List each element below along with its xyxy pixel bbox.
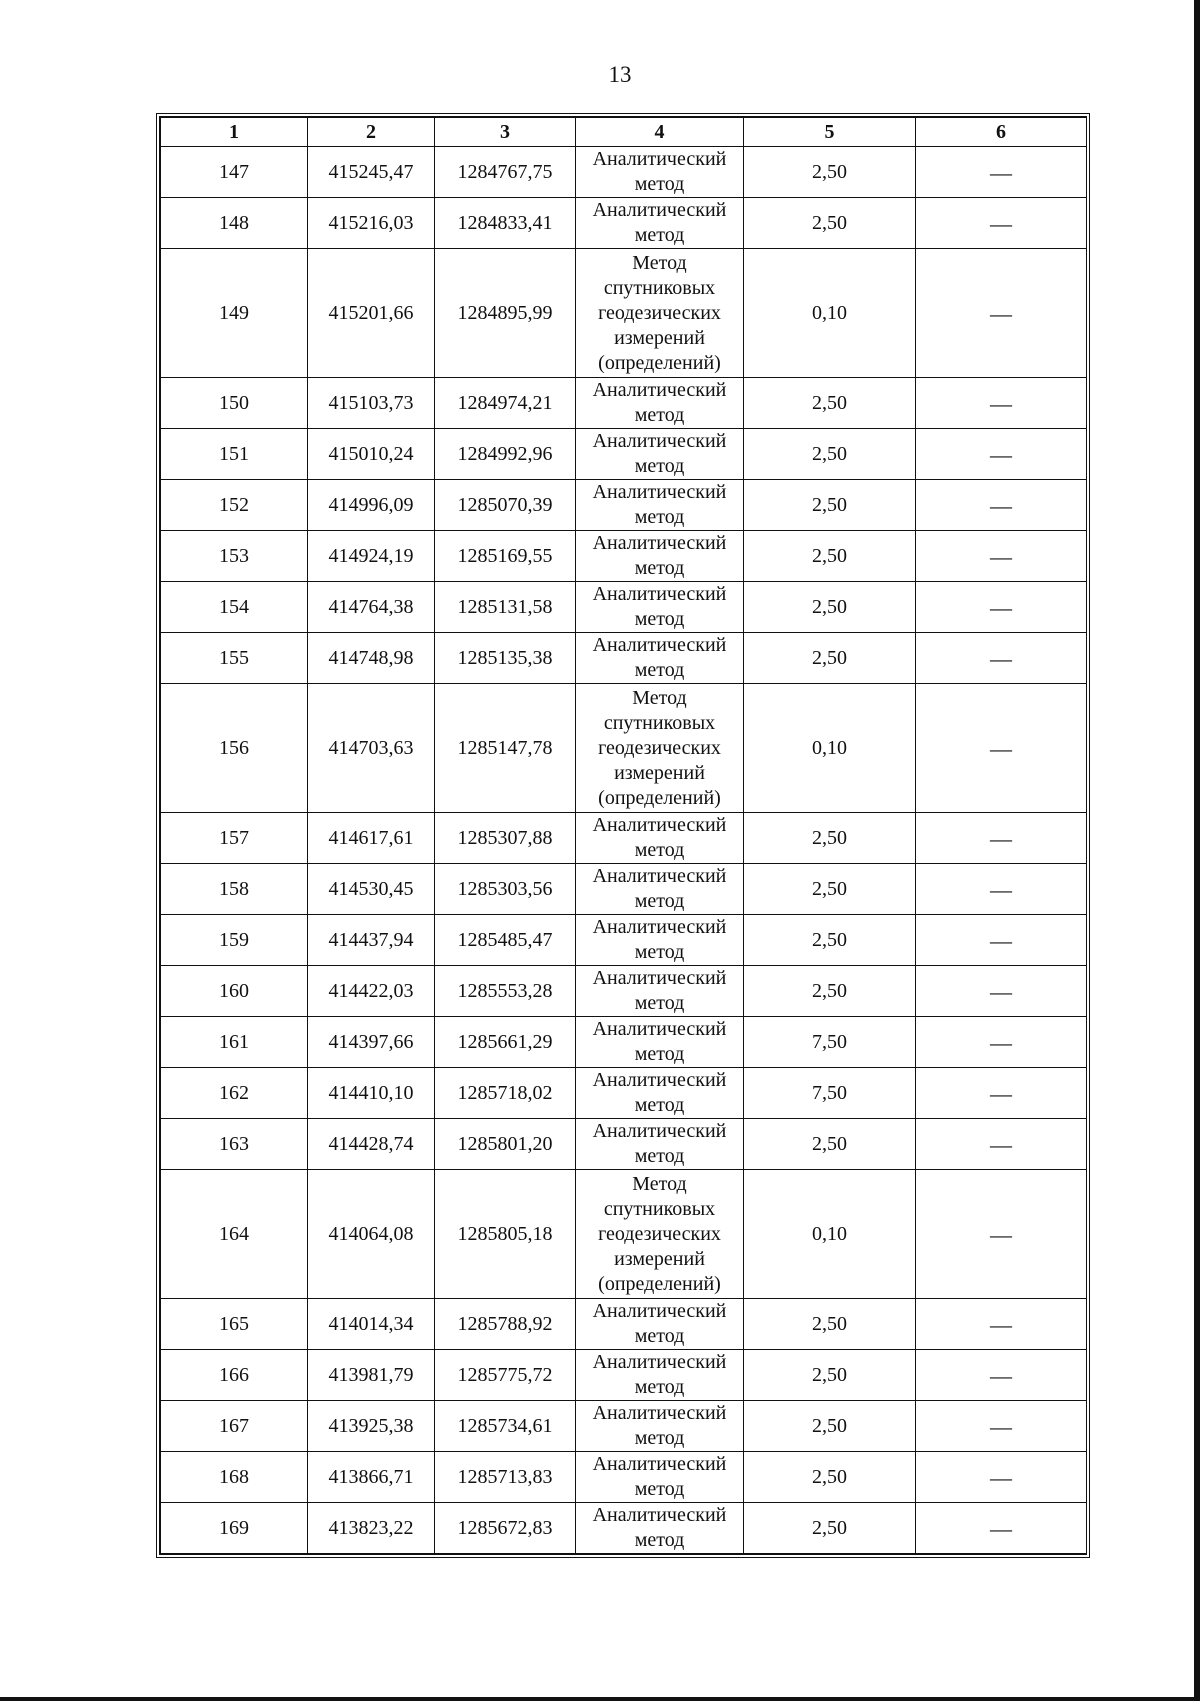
method-cell <box>576 147 744 198</box>
note-cell: — <box>916 1170 1087 1299</box>
point-number-cell: 153 <box>161 531 308 582</box>
accuracy-cell: 0,10 <box>744 249 916 378</box>
method-cell <box>576 1503 744 1554</box>
method-cell <box>576 1401 744 1452</box>
note-cell: — <box>916 915 1087 966</box>
x-coordinate-cell: 414428,74 <box>308 1119 435 1170</box>
accuracy-cell: 2,50 <box>744 531 916 582</box>
method-line: Аналитический <box>592 814 727 836</box>
point-number-cell: 158 <box>161 864 308 915</box>
accuracy-cell: 2,50 <box>744 147 916 198</box>
method-cell <box>576 684 744 813</box>
table-row <box>161 684 1087 813</box>
method-line: Метод <box>632 686 687 709</box>
note-cell: — <box>916 1401 1087 1452</box>
method-line: метод <box>634 890 685 912</box>
y-coordinate-cell: 1284895,99 <box>435 249 576 378</box>
accuracy-cell: 2,50 <box>744 864 916 915</box>
y-coordinate-cell: 1285788,92 <box>435 1299 576 1350</box>
x-coordinate-cell: 413981,79 <box>308 1350 435 1401</box>
y-coordinate-cell: 1285169,55 <box>435 531 576 582</box>
accuracy-cell: 2,50 <box>744 378 916 429</box>
y-coordinate-cell: 1285661,29 <box>435 1017 576 1068</box>
method-line: метод <box>634 506 685 528</box>
point-number-cell: 168 <box>161 1452 308 1503</box>
table-row <box>161 531 1087 582</box>
note-cell: — <box>916 1452 1087 1503</box>
note-cell: — <box>916 684 1087 813</box>
method-line: метод <box>634 173 685 195</box>
point-number-cell: 149 <box>161 249 308 378</box>
table-row <box>161 1017 1087 1068</box>
method-line: Аналитический <box>592 1018 727 1040</box>
x-coordinate-cell: 414437,94 <box>308 915 435 966</box>
y-coordinate-cell: 1285775,72 <box>435 1350 576 1401</box>
method-cell <box>576 582 744 633</box>
note-cell: — <box>916 531 1087 582</box>
point-number-cell: 148 <box>161 198 308 249</box>
table-row <box>161 147 1087 198</box>
y-coordinate-cell: 1284992,96 <box>435 429 576 480</box>
method-cell <box>576 1452 744 1503</box>
point-number-cell: 162 <box>161 1068 308 1119</box>
y-coordinate-cell: 1285307,88 <box>435 813 576 864</box>
method-line: Аналитический <box>592 1069 727 1091</box>
x-coordinate-cell: 413823,22 <box>308 1503 435 1554</box>
method-line: метод <box>634 1427 685 1449</box>
x-coordinate-cell: 415010,24 <box>308 429 435 480</box>
note-cell: — <box>916 198 1087 249</box>
table-row <box>161 1503 1087 1554</box>
y-coordinate-cell: 1284833,41 <box>435 198 576 249</box>
y-coordinate-cell: 1285135,38 <box>435 633 576 684</box>
method-line: Аналитический <box>592 865 727 887</box>
y-coordinate-cell: 1285070,39 <box>435 480 576 531</box>
x-coordinate-cell: 414617,61 <box>308 813 435 864</box>
method-line: метод <box>634 941 685 963</box>
note-cell: — <box>916 633 1087 684</box>
point-number-cell: 165 <box>161 1299 308 1350</box>
point-number-cell: 163 <box>161 1119 308 1170</box>
method-cell <box>576 249 744 378</box>
method-line: измерений <box>614 1247 705 1270</box>
method-line: Аналитический <box>592 532 727 554</box>
y-coordinate-cell: 1285713,83 <box>435 1452 576 1503</box>
header-col-6: 6 <box>916 118 1087 147</box>
table-row <box>161 198 1087 249</box>
table-row <box>161 864 1087 915</box>
method-cell <box>576 531 744 582</box>
method-line: метод <box>634 1043 685 1065</box>
method-cell <box>576 378 744 429</box>
accuracy-cell: 2,50 <box>744 633 916 684</box>
accuracy-cell: 2,50 <box>744 198 916 249</box>
table-row <box>161 1068 1087 1119</box>
note-cell: — <box>916 813 1087 864</box>
method-line: метод <box>634 1376 685 1398</box>
x-coordinate-cell: 414064,08 <box>308 1170 435 1299</box>
method-cell <box>576 813 744 864</box>
x-coordinate-cell: 415216,03 <box>308 198 435 249</box>
accuracy-cell: 0,10 <box>744 684 916 813</box>
x-coordinate-cell: 414996,09 <box>308 480 435 531</box>
accuracy-cell: 2,50 <box>744 582 916 633</box>
method-cell <box>576 1299 744 1350</box>
method-line: Аналитический <box>592 1504 727 1526</box>
y-coordinate-cell: 1285734,61 <box>435 1401 576 1452</box>
x-coordinate-cell: 415245,47 <box>308 147 435 198</box>
y-coordinate-cell: 1284767,75 <box>435 147 576 198</box>
accuracy-cell: 0,10 <box>744 1170 916 1299</box>
table-row <box>161 480 1087 531</box>
method-line: метод <box>634 839 685 861</box>
note-cell: — <box>916 1503 1087 1554</box>
method-line: метод <box>634 1094 685 1116</box>
x-coordinate-cell: 413925,38 <box>308 1401 435 1452</box>
method-line: метод <box>634 1325 685 1347</box>
table-row <box>161 249 1087 378</box>
header-col-2: 2 <box>308 118 435 147</box>
method-cell <box>576 966 744 1017</box>
method-line: спутниковых <box>603 276 716 299</box>
y-coordinate-cell: 1285147,78 <box>435 684 576 813</box>
note-cell: — <box>916 1119 1087 1170</box>
table-body <box>161 147 1087 1554</box>
accuracy-cell: 7,50 <box>744 1017 916 1068</box>
header-col-4: 4 <box>576 118 744 147</box>
x-coordinate-cell: 414748,98 <box>308 633 435 684</box>
point-number-cell: 160 <box>161 966 308 1017</box>
method-line: Аналитический <box>592 916 727 938</box>
coordinates-table-frame <box>156 113 1090 1558</box>
accuracy-cell: 2,50 <box>744 1503 916 1554</box>
method-line: спутниковых <box>603 711 716 734</box>
accuracy-cell: 2,50 <box>744 915 916 966</box>
method-line: метод <box>634 992 685 1014</box>
y-coordinate-cell: 1285672,83 <box>435 1503 576 1554</box>
method-line: метод <box>634 608 685 630</box>
method-line: метод <box>634 404 685 426</box>
method-line: геодезических <box>598 736 721 759</box>
accuracy-cell: 2,50 <box>744 813 916 864</box>
method-line: метод <box>634 659 685 681</box>
method-line: геодезических <box>598 1222 721 1245</box>
note-cell: — <box>916 1068 1087 1119</box>
method-line: Аналитический <box>592 199 727 221</box>
note-cell: — <box>916 1350 1087 1401</box>
table-row <box>161 429 1087 480</box>
method-line: Аналитический <box>592 967 727 989</box>
method-line: Метод <box>632 1172 687 1195</box>
method-line: Аналитический <box>592 481 727 503</box>
note-cell: — <box>916 147 1087 198</box>
method-line: метод <box>634 1529 685 1551</box>
accuracy-cell: 2,50 <box>744 1299 916 1350</box>
table-row <box>161 378 1087 429</box>
x-coordinate-cell: 414924,19 <box>308 531 435 582</box>
point-number-cell: 151 <box>161 429 308 480</box>
method-cell <box>576 1017 744 1068</box>
point-number-cell: 166 <box>161 1350 308 1401</box>
x-coordinate-cell: 414410,10 <box>308 1068 435 1119</box>
coordinates-table <box>160 117 1087 1554</box>
header-col-3: 3 <box>435 118 576 147</box>
method-cell <box>576 1119 744 1170</box>
method-line: метод <box>634 557 685 579</box>
method-line: (определений) <box>598 351 721 374</box>
page-number: 13 <box>608 62 632 87</box>
accuracy-cell: 2,50 <box>744 1119 916 1170</box>
note-cell: — <box>916 1017 1087 1068</box>
method-cell <box>576 1170 744 1299</box>
method-line: метод <box>634 1478 685 1500</box>
method-line: измерений <box>614 761 705 784</box>
table-row <box>161 582 1087 633</box>
method-line: Аналитический <box>592 1453 727 1475</box>
table-row <box>161 813 1087 864</box>
point-number-cell: 159 <box>161 915 308 966</box>
method-line: спутниковых <box>603 1197 716 1220</box>
method-line: метод <box>634 1145 685 1167</box>
x-coordinate-cell: 414397,66 <box>308 1017 435 1068</box>
note-cell: — <box>916 480 1087 531</box>
accuracy-cell: 2,50 <box>744 1452 916 1503</box>
method-cell <box>576 915 744 966</box>
table-row <box>161 1401 1087 1452</box>
table-row <box>161 633 1087 684</box>
point-number-cell: 161 <box>161 1017 308 1068</box>
x-coordinate-cell: 414014,34 <box>308 1299 435 1350</box>
method-cell <box>576 429 744 480</box>
point-number-cell: 157 <box>161 813 308 864</box>
accuracy-cell: 2,50 <box>744 1401 916 1452</box>
x-coordinate-cell: 414422,03 <box>308 966 435 1017</box>
table-row <box>161 1452 1087 1503</box>
accuracy-cell: 2,50 <box>744 429 916 480</box>
table-row <box>161 966 1087 1017</box>
method-line: метод <box>634 224 685 246</box>
table-row <box>161 1299 1087 1350</box>
point-number-cell: 167 <box>161 1401 308 1452</box>
method-line: Метод <box>632 251 687 274</box>
note-cell: — <box>916 582 1087 633</box>
method-line: (определений) <box>598 786 721 809</box>
method-cell <box>576 633 744 684</box>
point-number-cell: 169 <box>161 1503 308 1554</box>
point-number-cell: 155 <box>161 633 308 684</box>
note-cell: — <box>916 1299 1087 1350</box>
y-coordinate-cell: 1284974,21 <box>435 378 576 429</box>
method-cell <box>576 864 744 915</box>
method-cell <box>576 1350 744 1401</box>
x-coordinate-cell: 415201,66 <box>308 249 435 378</box>
method-line: Аналитический <box>592 1300 727 1322</box>
accuracy-cell: 2,50 <box>744 480 916 531</box>
point-number-cell: 150 <box>161 378 308 429</box>
note-cell: — <box>916 378 1087 429</box>
method-line: Аналитический <box>592 379 727 401</box>
x-coordinate-cell: 414530,45 <box>308 864 435 915</box>
x-coordinate-cell: 414703,63 <box>308 684 435 813</box>
x-coordinate-cell: 415103,73 <box>308 378 435 429</box>
method-line: Аналитический <box>592 430 727 452</box>
note-cell: — <box>916 429 1087 480</box>
y-coordinate-cell: 1285485,47 <box>435 915 576 966</box>
note-cell: — <box>916 966 1087 1017</box>
y-coordinate-cell: 1285805,18 <box>435 1170 576 1299</box>
note-cell: — <box>916 249 1087 378</box>
method-line: Аналитический <box>592 634 727 656</box>
method-line: Аналитический <box>592 1120 727 1142</box>
method-cell <box>576 480 744 531</box>
accuracy-cell: 2,50 <box>744 966 916 1017</box>
table-row <box>161 1350 1087 1401</box>
method-cell <box>576 198 744 249</box>
table-row <box>161 915 1087 966</box>
method-line: (определений) <box>598 1272 721 1295</box>
y-coordinate-cell: 1285303,56 <box>435 864 576 915</box>
method-cell <box>576 1068 744 1119</box>
note-cell: — <box>916 864 1087 915</box>
method-line: Аналитический <box>592 148 727 170</box>
point-number-cell: 152 <box>161 480 308 531</box>
table-header-row <box>161 118 1087 147</box>
method-line: Аналитический <box>592 1351 727 1373</box>
point-number-cell: 147 <box>161 147 308 198</box>
point-number-cell: 164 <box>161 1170 308 1299</box>
scan-edge-bottom <box>0 1697 1200 1701</box>
method-line: Аналитический <box>592 583 727 605</box>
point-number-cell: 154 <box>161 582 308 633</box>
method-line: геодезических <box>598 301 721 324</box>
scan-edge-right <box>1194 0 1200 1701</box>
y-coordinate-cell: 1285801,20 <box>435 1119 576 1170</box>
method-line: Аналитический <box>592 1402 727 1424</box>
method-line: измерений <box>614 326 705 349</box>
table-row <box>161 1119 1087 1170</box>
x-coordinate-cell: 413866,71 <box>308 1452 435 1503</box>
x-coordinate-cell: 414764,38 <box>308 582 435 633</box>
accuracy-cell: 2,50 <box>744 1350 916 1401</box>
y-coordinate-cell: 1285718,02 <box>435 1068 576 1119</box>
table-row <box>161 1170 1087 1299</box>
header-col-1: 1 <box>161 118 308 147</box>
header-col-5: 5 <box>744 118 916 147</box>
y-coordinate-cell: 1285131,58 <box>435 582 576 633</box>
accuracy-cell: 7,50 <box>744 1068 916 1119</box>
point-number-cell: 156 <box>161 684 308 813</box>
method-line: метод <box>634 455 685 477</box>
y-coordinate-cell: 1285553,28 <box>435 966 576 1017</box>
